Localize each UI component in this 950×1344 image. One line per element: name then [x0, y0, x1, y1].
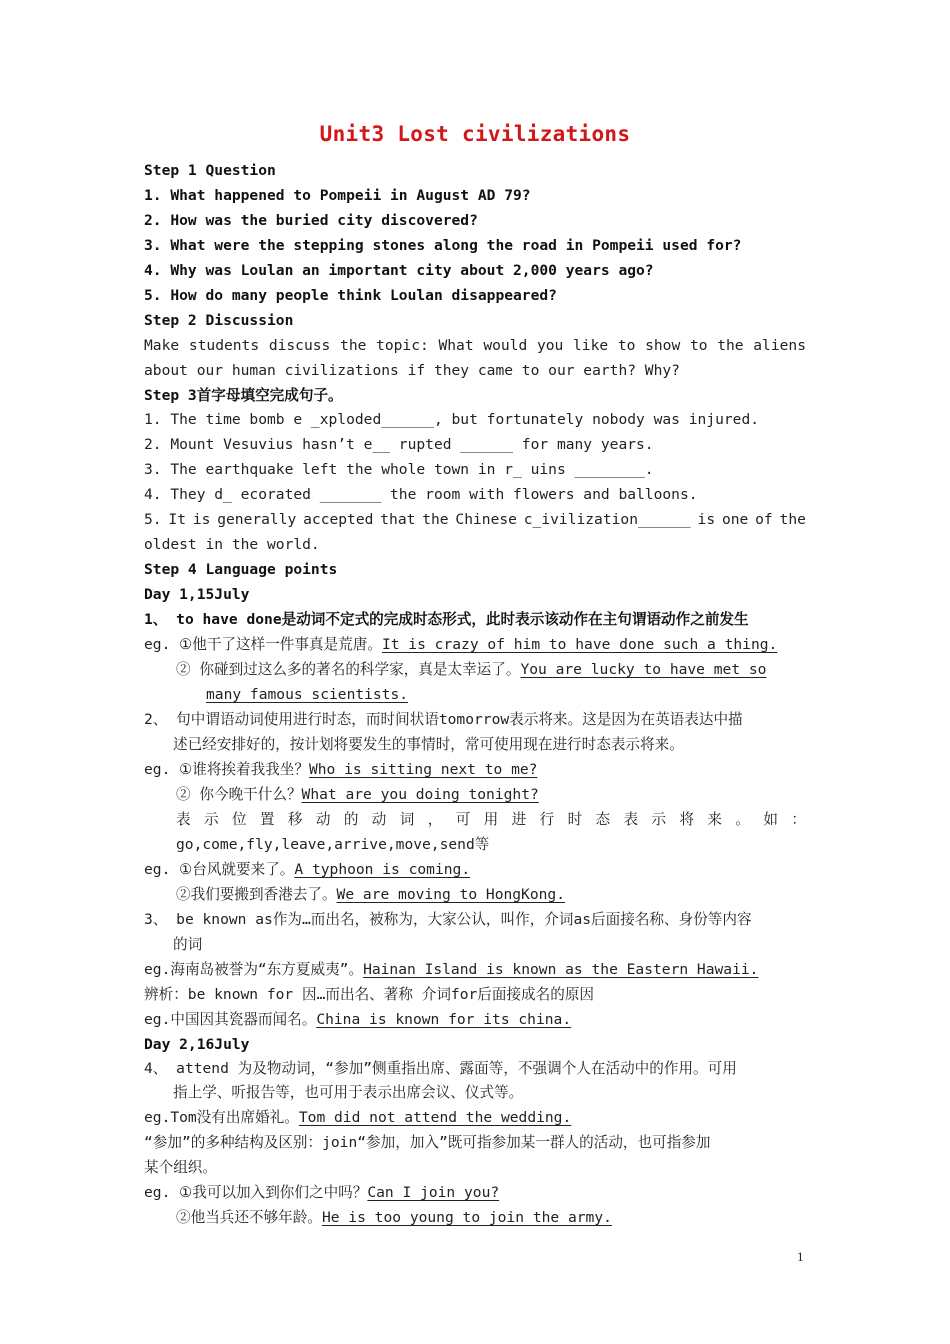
text-line: 2、 句中谓语动词使用进行时态，而时间状语tomorrow表示将来。这是因为在英语表达中描: [144, 711, 743, 728]
chinese-prompt: eg. ①我可以加入到你们之中吗？: [144, 1184, 368, 1201]
word: 可: [455, 811, 471, 828]
text-line: Step 4 Language points: [144, 561, 338, 578]
text-line: [176, 660, 766, 680]
chinese-prompt: ②我们要搬到香港去了。: [176, 886, 337, 903]
word: 来: [707, 811, 723, 828]
text-line: 4. They d_ ecorated _______ the room with flowers and balloons.: [144, 486, 698, 503]
chinese-prompt: ② 你碰到过这么多的著名的科学家，真是太幸运了。: [176, 661, 521, 678]
word: 时: [567, 811, 583, 828]
chinese-prompt: ②他当兵还不够年龄。: [176, 1209, 322, 1226]
text-line: [144, 1183, 499, 1203]
text-line: [144, 760, 537, 780]
text-line: go,come,fly,leave,arrive,move,send等: [176, 836, 490, 853]
chinese-prompt: eg. ①他干了这样一件事真是荒唐。: [144, 636, 382, 653]
english-answer: Hainan Island is known as the Eastern Hawaii.: [363, 961, 759, 978]
english-answer: China is known for its china.: [316, 1011, 572, 1028]
text-line: 述已经安排好的，按计划将要发生的事情时，常可使用现在进行时态表示将来。: [173, 736, 684, 753]
word: the: [422, 511, 449, 528]
word: that: [380, 511, 416, 528]
word: 表: [623, 811, 639, 828]
word: 示: [651, 811, 667, 828]
text-line: [144, 510, 806, 530]
text-line: 1. The time bomb e _xploded______, but fortunately nobody was injured.: [144, 411, 760, 428]
text-line: oldest in the world.: [144, 536, 320, 553]
chinese-prompt: eg.中国因其瓷器而闻名。: [144, 1011, 317, 1028]
text-line: 5. How do many people think Loulan disappeared?: [144, 287, 557, 304]
word: discuss: [268, 337, 331, 354]
word: 移: [287, 811, 303, 828]
word: 将: [679, 811, 695, 828]
text-line: [144, 1108, 571, 1128]
english-answer: What are you doing tonight?: [301, 786, 539, 803]
word: students: [188, 337, 260, 354]
word: you: [536, 337, 564, 354]
word: What: [438, 337, 474, 354]
word: the: [340, 337, 367, 354]
text-line: 2. How was the buried city discovered?: [144, 212, 478, 229]
text-line: 指上学、听报告等，也可用于表示出席会议、仪式等。: [173, 1084, 524, 1101]
english-answer: A typhoon is coming.: [294, 861, 471, 878]
text-line: Step 1 Question: [144, 162, 276, 179]
word: 置: [259, 811, 275, 828]
word: topic:: [376, 337, 429, 354]
chinese-prompt: eg.Tom没有出席婚礼。: [144, 1109, 299, 1126]
text-line: 4. Why was Loulan an important city about 2,000 years ago?: [144, 262, 654, 279]
english-answer: It is crazy of him to have done such a thing.: [381, 636, 778, 653]
english-answer: many famous scientists.: [206, 686, 409, 703]
text-line: Step 3首字母填空完成句子。: [144, 387, 343, 404]
word: the: [717, 337, 744, 354]
text-line: 1. What happened to Pompeii in August AD 79?: [144, 187, 531, 204]
text-line: Step 2 Discussion: [144, 312, 294, 329]
text-line: [144, 960, 758, 980]
word: accepted: [303, 511, 374, 528]
word: 词: [399, 811, 415, 828]
word: is: [192, 511, 211, 528]
text-line: 辨析：be known for 因…而出名、著称 介词for后面接成名的原因: [144, 986, 595, 1003]
word: It: [168, 511, 186, 528]
chinese-prompt: ② 你今晚干什么？: [176, 786, 302, 803]
chinese-prompt: eg. ①台风就要来了。: [144, 861, 295, 878]
english-answer: Who is sitting next to me?: [308, 761, 538, 778]
word: generally: [217, 511, 297, 528]
english-answer: We are moving to HongKong.: [336, 886, 565, 903]
english-answer: Can I join you?: [367, 1184, 500, 1201]
word: 进: [511, 811, 527, 828]
text-line: [176, 810, 806, 830]
word: 的: [343, 811, 359, 828]
page-number: 1: [797, 1249, 804, 1264]
word: 5.: [144, 511, 162, 528]
word: ：: [791, 811, 806, 828]
text-line: Day 1,15July: [144, 586, 250, 603]
word: the: [779, 511, 806, 528]
word: to: [689, 337, 708, 354]
word: show: [645, 337, 681, 354]
chinese-prompt: eg.海南岛被誉为“东方夏威夷”。: [144, 961, 364, 978]
text-line: Day 2,16July: [144, 1036, 250, 1053]
text-line: 4、 attend 为及物动词，“参加”侧重指出席、露面等，不强调个人在活动中的作用。可用: [144, 1060, 737, 1077]
word: to: [617, 337, 636, 354]
word: one: [721, 511, 749, 528]
text-line: [206, 685, 408, 705]
word: 如: [763, 811, 778, 828]
text-line: [144, 1010, 571, 1030]
word: 动: [315, 811, 331, 828]
word: 表: [176, 811, 191, 828]
text-line: [176, 785, 539, 805]
text-line: [176, 885, 565, 905]
english-answer: He is too young to join the army.: [321, 1209, 612, 1226]
word: is: [697, 511, 716, 528]
text-line: [144, 635, 777, 655]
text-line: [176, 1208, 612, 1228]
text-line: [144, 336, 806, 356]
word: 行: [539, 811, 555, 828]
text-line: “参加”的多种结构及区别：join“参加，加入”既可指参加某一群人的活动，也可指参加: [144, 1134, 711, 1151]
word: 位: [231, 811, 247, 828]
chinese-prompt: eg. ①谁将挨着我我坐？: [144, 761, 309, 778]
word: 示: [203, 811, 219, 828]
text-line: 3. What were the stepping stones along the road in Pompeii used for?: [144, 237, 742, 254]
word: like: [573, 337, 609, 354]
text-line: 某个组织。: [144, 1159, 217, 1176]
text-line: [144, 860, 470, 880]
word: 。: [735, 811, 750, 828]
word: 动: [371, 811, 387, 828]
word: c_ivilization______: [523, 511, 691, 528]
text-line: 2. Mount Vesuvius hasn’t e__ rupted ______ for many years.: [144, 436, 654, 453]
text-line: 1、 to have done是动词不定式的完成时态形式，此时表示该动作在主句谓语动作之前发生: [144, 611, 749, 628]
word: Make: [144, 337, 180, 354]
text-line: 3. The earthquake left the whole town in r_ uins ________.: [144, 461, 654, 478]
word: 用: [483, 811, 499, 828]
word: of: [755, 511, 773, 528]
english-answer: Tom did not attend the wedding.: [298, 1109, 572, 1126]
word: aliens: [753, 337, 806, 354]
word: Chinese: [455, 511, 517, 528]
page-title: Unit3 Lost civilizations: [319, 122, 631, 146]
word: 态: [595, 811, 611, 828]
word: would: [483, 337, 528, 354]
text-line: 的词: [173, 936, 203, 953]
text-line: 3、 be known as作为…而出名，被称为，大家公认，叫作，介词as后面接名称、身份等内容: [144, 911, 752, 928]
english-answer: You are lucky to have met so: [520, 661, 767, 678]
word: ，: [427, 811, 443, 828]
text-line: about our human civilizations if they came to our earth? Why?: [144, 362, 680, 379]
